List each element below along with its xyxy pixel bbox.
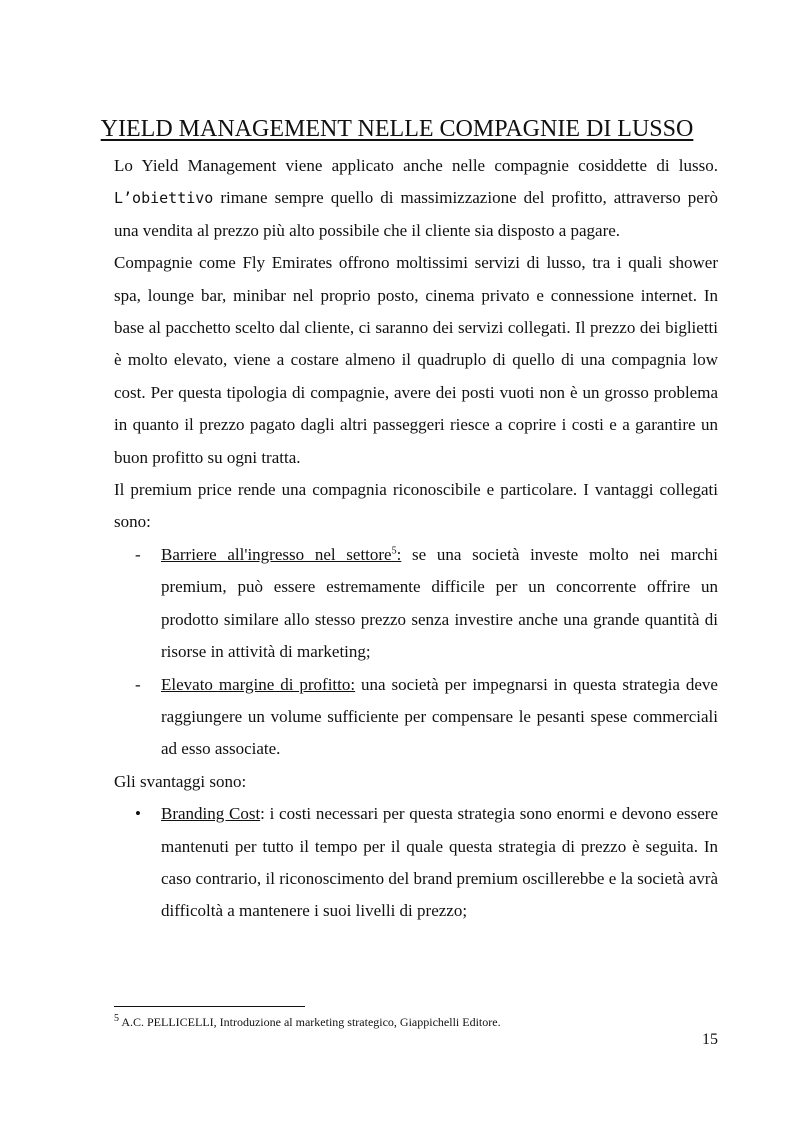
- dash-marker: -: [135, 674, 141, 694]
- disadvantages-list: [114, 798, 718, 928]
- paragraph-intro-rest: rimane sempre quello di massimizzazione del profitto, attraverso però una vendita al prezzo più alto possibile che il cliente sia disposto a pagare.: [114, 188, 718, 240]
- footnote-number: 5: [114, 1013, 119, 1024]
- bullet-marker: •: [135, 804, 141, 824]
- page-number: 15: [702, 1031, 718, 1048]
- footnote-separator: [114, 1006, 305, 1007]
- footnote-text: A.C. PELLICELLI, Introduzione al marketing strategico, Giappichelli Editore.: [119, 1015, 501, 1029]
- dash-marker: -: [135, 544, 141, 564]
- list-item-term: Barriere all'ingresso nel settore$^5$:: [161, 544, 402, 564]
- list-item: [114, 798, 718, 928]
- list-item-text: se una società investe molto nei marchi premium, può essere estremamente difficile per un concorrente offrire un prodotto similare allo stesso prezzo senza investire anche una grande quantità di risorse in attività di marketing;: [161, 544, 718, 662]
- list-item-text: : i costi necessari per questa strategia sono enormi e devono essere mantenuti per tutto il tempo per il quale questa strategia di prezzo è seguita. In caso contrario, il riconoscimento del brand premium oscillerebbe e la società avrà difficoltà a mantenere i suoi livelli di prezzo;: [161, 804, 718, 921]
- footnote-reference: 5: [391, 545, 397, 557]
- section-title: YIELD MANAGEMENT NELLE COMPAGNIE DI LUSSO: [100, 116, 694, 142]
- list-item: [114, 539, 718, 669]
- footnote: [114, 1014, 718, 1030]
- paragraph-fly-emirates: Compagnie come Fly Emirates offrono moltissimi servizi di lusso, tra i quali shower spa, lounge bar, minibar nel proprio posto, cinema privato e connessione internet. In base al pacchetto scelto dal cliente, ci saranno dei servizi collegati. Il prezzo dei biglietti è molto elevato, viene a costare almeno il quadruplo di quello di una compagnia low cost. Per questa tipologia di compagnie, avere dei posti vuoti non è un grosso problema in quanto il prezzo pagato dagli altri passeggeri riesce a coprire i costi e a garantire un buon profitto su ogni tratta.: [114, 253, 718, 467]
- paragraph-premium-price: Il premium price rende una compagnia riconoscibile e particolare. I vantaggi collegati sono:: [114, 480, 718, 532]
- list-item-text: una società per impegnarsi in questa strategia deve raggiungere un volume sufficiente per compensare le pesanti spese commerciali ad esso associate.: [161, 674, 718, 759]
- paragraph-intro-mono: L’obiettivo: [114, 189, 214, 208]
- paragraph-intro: [114, 150, 718, 247]
- advantages-list: [114, 539, 718, 766]
- paragraph-disadvantages: Gli svantaggi sono:: [114, 771, 247, 791]
- paragraph-intro-start: Lo Yield Management viene applicato anche nelle compagnie cosiddette di lusso.: [114, 156, 718, 175]
- list-item-term: Elevato margine di profitto:: [161, 674, 356, 694]
- list-item: [114, 669, 718, 766]
- list-item-term: Branding Cost: [161, 804, 261, 824]
- body-text: [114, 150, 718, 928]
